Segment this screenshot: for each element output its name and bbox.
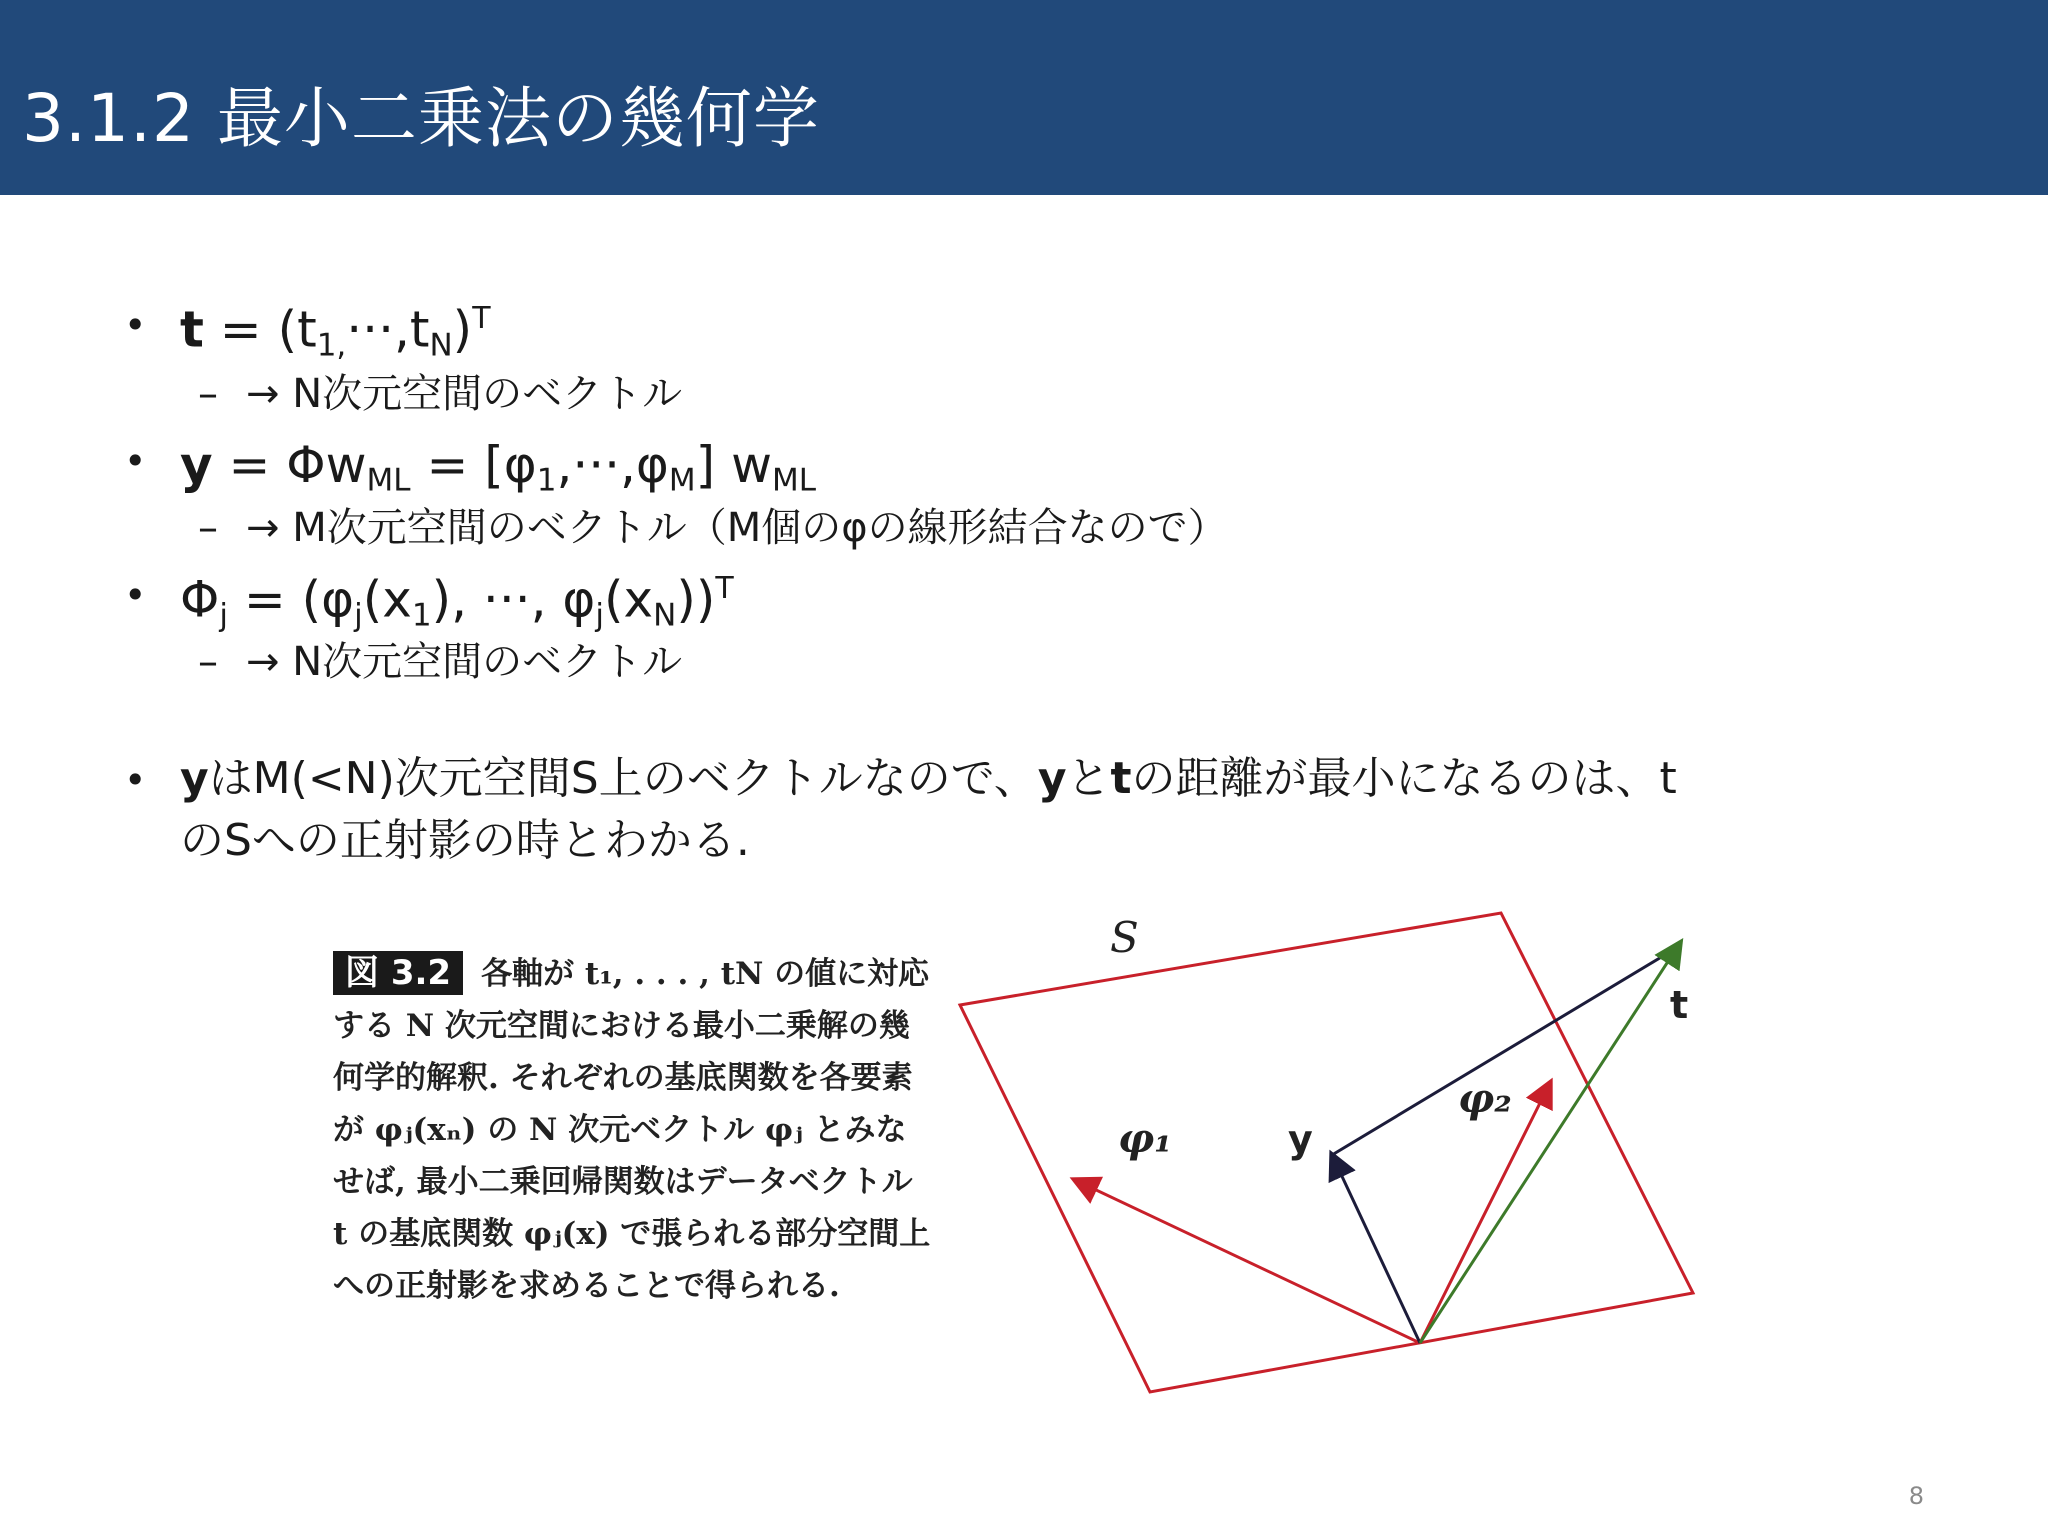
- y-vector: [1332, 1155, 1420, 1343]
- slide-title: 3.1.2 最小二乗法の幾何学: [22, 80, 820, 157]
- sub-dash: –: [198, 639, 218, 685]
- label-S: S: [1110, 913, 1139, 962]
- phi1-vector: [1075, 1180, 1420, 1343]
- figure-caption: [333, 948, 933, 1312]
- bullet-2-formula: $y = \Phi w_{ML} = [\varphi_1,\cdot\cdot\cdot,\varphi_M]$ $w_{ML}$: [180, 436, 816, 499]
- title-bar: [0, 0, 2048, 195]
- bullet-4-text: yはM(<N)次元空間S上のベクトルなので、yとtの距離が最小になるのは、t のSへの正射影の時とわかる.: [180, 753, 1677, 866]
- projection-diagram: [940, 880, 1740, 1410]
- subspace-plane: [960, 913, 1693, 1392]
- figure-label: 図 3.2: [333, 951, 463, 995]
- sub-dash: –: [198, 371, 218, 417]
- bullet-dot: •: [124, 758, 147, 802]
- label-phi2: φ₂: [1458, 1075, 1512, 1122]
- bullet-1-formula: $t = (t_{1,}\cdot\cdot\cdot,t_N)^T$: [180, 300, 491, 364]
- sub-dash: –: [198, 505, 218, 551]
- bullet-dot: •: [124, 573, 147, 617]
- phi2-vector: [1420, 1083, 1550, 1343]
- t-vector: [1420, 943, 1680, 1343]
- label-t: t: [1670, 983, 1689, 1027]
- bullet-3-formula: $\Phi_j = (\varphi_j(x_1)$, ···, $\varphi_j(x_N))^T$: [180, 570, 734, 634]
- bullet-dot: •: [124, 303, 147, 347]
- page-number: 8: [1908, 1482, 1924, 1510]
- label-y: y: [1288, 1117, 1313, 1161]
- label-phi1: φ₁: [1118, 1115, 1172, 1162]
- bullet-dot: •: [124, 439, 147, 483]
- residual-line: [1332, 947, 1678, 1155]
- caption-text: 各軸が t₁, . . . , tN の値に対応する N 次元空間における最小二乗解の幾何学的解釈. それぞれの基底関数を各要素が φⱼ(xₙ) の N 次元ベクトル φⱼ とみなせば, 最小二乗回帰関数はデータベクトル t の基底関数 φⱼ(x) で張られる部分空間上への正射影を求めることで得られる.: [333, 956, 931, 1304]
